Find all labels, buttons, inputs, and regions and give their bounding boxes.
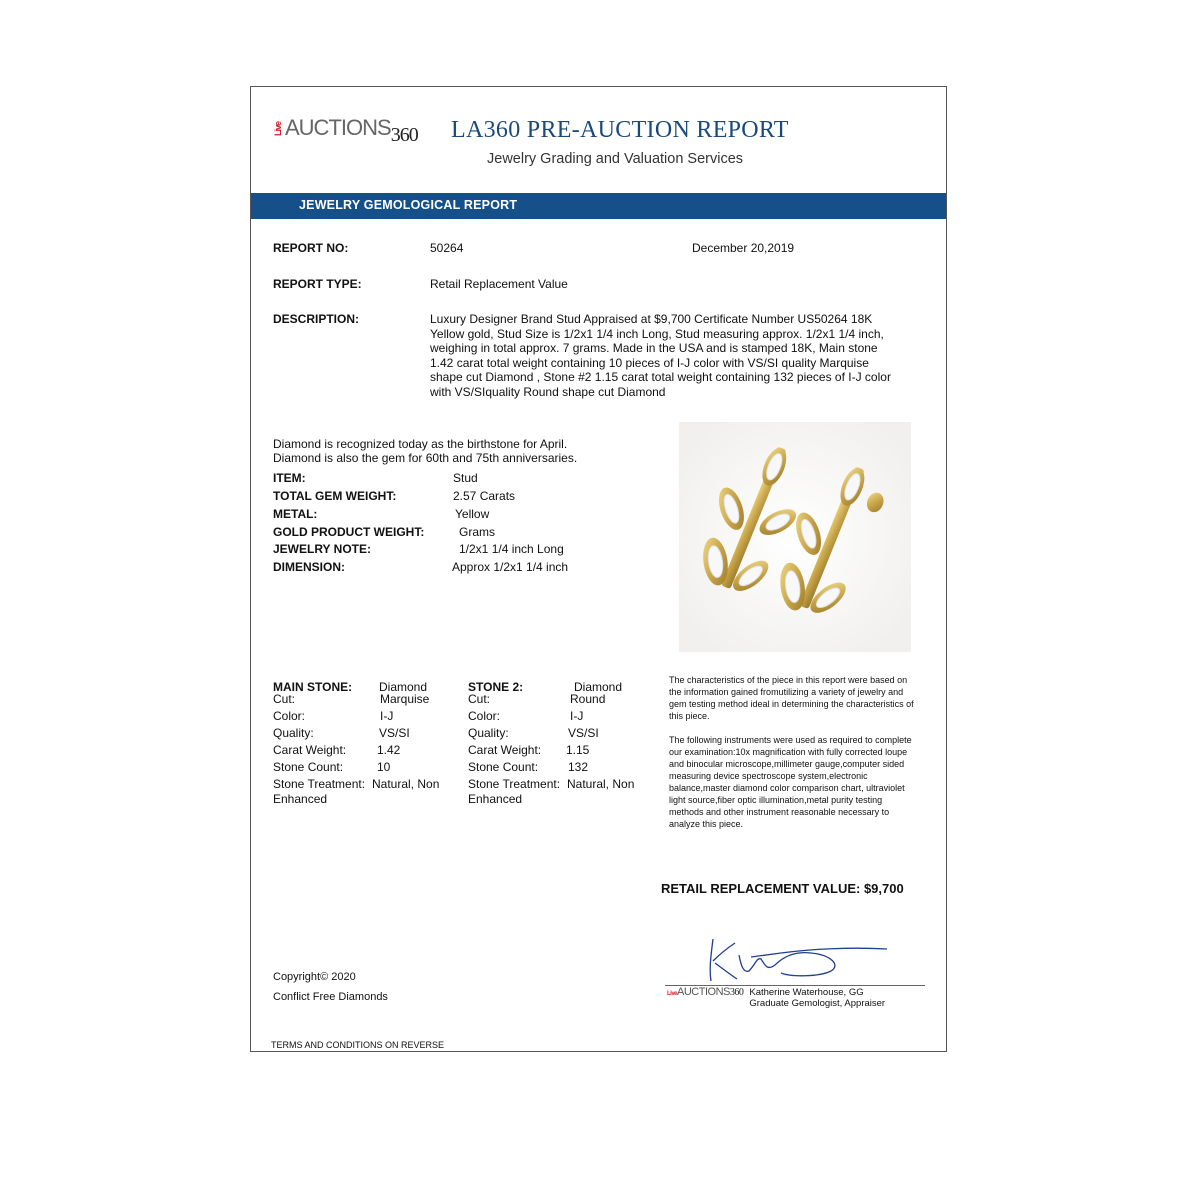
appraiser-name: Katherine Waterhouse, GG xyxy=(749,987,864,998)
appraiser-block xyxy=(667,987,885,1009)
brand-logo: LiveAUCTIONS360 xyxy=(273,115,418,146)
stone-2-count: 132 xyxy=(568,760,589,774)
item-value: Stud xyxy=(453,471,478,485)
disclaimer-paragraph-2: The following instruments were used as required to complete our examination:10x magnification with fully corrected loupe and binocular microscope,millimeter gauge,computer sided measuring device spectroscope system,electronic balance,master diamond color comparison chart, ultraviolet light source,fiber optic illumination,metal purity testing methods and other instrument reasonable necessary to analyze this piece. xyxy=(669,735,912,829)
jewelry-note-label: JEWELRY NOTE: xyxy=(273,542,372,556)
main-stone-treatment: Natural, Non xyxy=(372,777,440,791)
stone-2-type: Diamond xyxy=(574,680,623,694)
main-stone-treatment-2: Enhanced xyxy=(273,792,328,806)
main-stone-type: Diamond xyxy=(379,680,428,694)
main-stone-count-label: Stone Count: xyxy=(273,760,344,774)
report-no-label: REPORT NO: xyxy=(273,241,349,255)
metal-label: METAL: xyxy=(273,507,318,521)
description-text: Luxury Designer Brand Stud Appraised at $9,700 Certificate Number US50264 18K Yellow gold, Stud Size is 1/2x1 1/4 inch Long, Stud measuring approx. 1/2x1 1/4 inch, weighing in total approx. 7 grams. Made in the USA and is stamped 18K, Main stone 1.42 carat total weight containing 10 pieces of I-J color with VS/SI quality Marquise shape cut Diamond , Stone #2 1.15 carat total weight containing 132 pieces of I-J color with VS/SIquality Round shape cut Diamond xyxy=(430,312,891,399)
report-date: December 20,2019 xyxy=(692,241,795,255)
disclaimer-paragraph-1: The characteristics of the piece in this report were based on the information gained fromutilizing a variety of jewelry and gem testing method ideal in determining the characteristics of this piece. xyxy=(669,675,914,721)
description-label: DESCRIPTION: xyxy=(273,312,360,326)
main-stone-count: 10 xyxy=(377,760,391,774)
appraiser-title: Graduate Gemologist, Appraiser xyxy=(749,998,886,1009)
total-gem-weight-value: 2.57 Carats xyxy=(453,489,516,503)
total-gem-weight-label: TOTAL GEM WEIGHT: xyxy=(273,489,397,503)
birthstone-line-1: Diamond is recognized today as the birthstone for April. xyxy=(273,437,568,451)
main-stone-cut: Marquise xyxy=(380,692,430,706)
main-stone-quality-label: Quality: xyxy=(273,726,314,740)
main-stone-color-label: Color: xyxy=(273,709,306,723)
dimension-label: DIMENSION: xyxy=(273,560,345,574)
main-stone-treatment-label: Stone Treatment: xyxy=(273,777,366,791)
birthstone-line-2: Diamond is also the gem for 60th and 75th anniversaries. xyxy=(273,451,578,465)
appraisal-report xyxy=(250,86,947,1052)
main-stone-quality: VS/SI xyxy=(379,726,410,740)
earrings-photo xyxy=(679,422,911,652)
gold-weight-value: Grams xyxy=(459,525,495,539)
stone-2-title: STONE 2: xyxy=(468,680,524,694)
retail-replacement-value: RETAIL REPLACEMENT VALUE: $9,700 xyxy=(661,881,904,896)
main-stone-carat-label: Carat Weight: xyxy=(273,743,347,757)
banner-label: JEWELRY GEMOLOGICAL REPORT xyxy=(299,198,518,212)
conflict-free-text: Conflict Free Diamonds xyxy=(273,991,388,1003)
stone-2-carat-label: Carat Weight: xyxy=(468,743,542,757)
stone-2-treatment: Natural, Non xyxy=(567,777,635,791)
birthstone-note xyxy=(273,437,577,465)
stone-2-quality: VS/SI xyxy=(568,726,599,740)
copyright-text: Copyright© 2020 xyxy=(273,971,356,983)
section-banner xyxy=(251,193,946,219)
stone-2-treatment-label: Stone Treatment: xyxy=(468,777,561,791)
stone-2-quality-label: Quality: xyxy=(468,726,509,740)
stone-2-carat: 1.15 xyxy=(566,743,590,757)
gold-weight-label: GOLD PRODUCT WEIGHT: xyxy=(273,525,425,539)
item-label: ITEM: xyxy=(273,471,306,485)
report-type-label: REPORT TYPE: xyxy=(273,277,362,291)
jewelry-note-value: 1/2x1 1/4 inch Long xyxy=(459,542,564,556)
metal-value: Yellow xyxy=(455,507,490,521)
dimension-value: Approx 1/2x1 1/4 inch xyxy=(452,560,569,574)
main-stone-cut-label: Cut: xyxy=(273,692,296,706)
disclaimer xyxy=(669,674,914,830)
stone-2-count-label: Stone Count: xyxy=(468,760,539,774)
report-type-value: Retail Replacement Value xyxy=(430,277,568,291)
report-no-value: 50264 xyxy=(430,241,464,255)
earrings-illustration xyxy=(679,422,911,652)
main-stone-carat: 1.42 xyxy=(377,743,401,757)
report-title: LA360 PRE-AUCTION REPORT xyxy=(451,117,789,143)
report-subtitle: Jewelry Grading and Valuation Services xyxy=(487,151,744,167)
appraiser-logo: LiveAUCTIONS360 xyxy=(667,986,744,998)
stone-2-cut-label: Cut: xyxy=(468,692,491,706)
stone-2-cut: Round xyxy=(570,692,606,706)
terms-notice: TERMS AND CONDITIONS ON REVERSE xyxy=(271,1040,445,1050)
stone-2-color: I-J xyxy=(570,709,584,723)
main-stone-color: I-J xyxy=(380,709,394,723)
main-stone-title: MAIN STONE: xyxy=(273,680,353,694)
stone-2-treatment-2: Enhanced xyxy=(468,792,523,806)
copyright-block xyxy=(273,967,388,1007)
stone-2-color-label: Color: xyxy=(468,709,501,723)
appraiser-signature xyxy=(691,935,891,987)
